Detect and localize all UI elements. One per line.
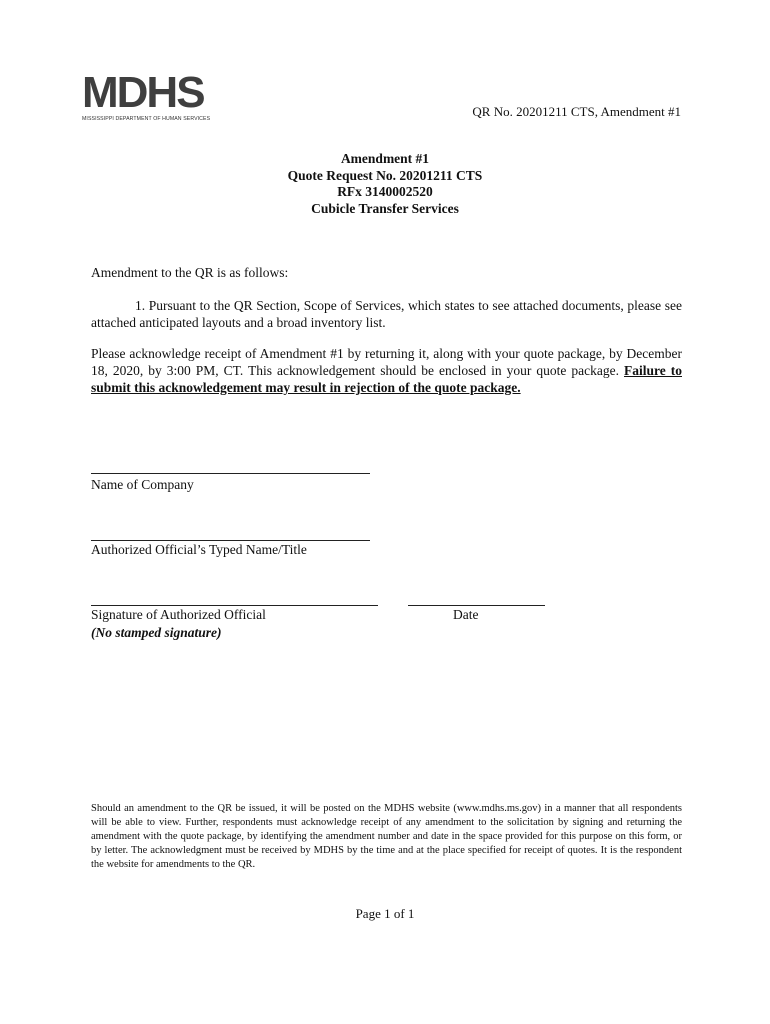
intro-text: Amendment to the QR is as follows: (91, 265, 289, 280)
signature-line[interactable] (91, 605, 378, 606)
date-label: Date (453, 607, 479, 622)
footer-note: Should an amendment to the QR be issued, it will be posted on the MDHS website (www.mdhs.ms.gov) in a manner that all respondents will be able to view. Further, respondents must acknowledge receipt of any amendment to the solicitation by signing and returning the amendment with the quote package, by identifying the amendment number and date in the space provided for this purpose on this form, or by letter. The acknowledgment must be received by MDHS by the time and at the place specified for receipt of quotes. It is the respondent the website for amendments to the QR. (91, 803, 682, 870)
signature-note: (No stamped signature) (91, 625, 222, 640)
document-title (0, 151, 770, 217)
title-rfx: RFx 3140002520 (337, 184, 433, 199)
company-name-label: Name of Company (91, 477, 194, 492)
company-name-line[interactable] (91, 473, 370, 474)
mdhs-logo (82, 68, 216, 124)
official-name-line[interactable] (91, 540, 370, 541)
date-line[interactable] (408, 605, 545, 606)
acknowledgement-warning: Failure to submit this acknowledgement may result in rejection of the quote package. (91, 363, 682, 395)
qr-reference: QR No. 20201211 CTS, Amendment #1 (472, 104, 681, 119)
logo-wordmark: MDHS (82, 68, 204, 117)
title-quote-request: Quote Request No. 20201211 CTS (287, 167, 483, 183)
amendment-item-1 (91, 297, 682, 331)
logo-subtitle: MISSISSIPPI DEPARTMENT OF HUMAN SERVICES (82, 116, 211, 122)
official-name-label: Authorized Official’s Typed Name/Title (91, 542, 307, 557)
acknowledgement-paragraph (91, 345, 682, 396)
acknowledgement-text: Please acknowledge receipt of Amendment #1 by returning it, along with your quote package, by December 18, 2020, by 3:00 PM, CT. This acknowledgement should be enclosed in your quote package. (91, 346, 682, 378)
signature-label: Signature of Authorized Official (91, 607, 266, 622)
amendment-item-1-text: 1. Pursuant to the QR Section, Scope of Services, which states to see attached documents, please see attached anticipated layouts and a broad inventory list. (91, 298, 682, 330)
title-amendment: Amendment #1 (340, 151, 430, 166)
title-service: Cubicle Transfer Services (311, 200, 459, 216)
page-number: Page 1 of 1 (355, 906, 415, 921)
